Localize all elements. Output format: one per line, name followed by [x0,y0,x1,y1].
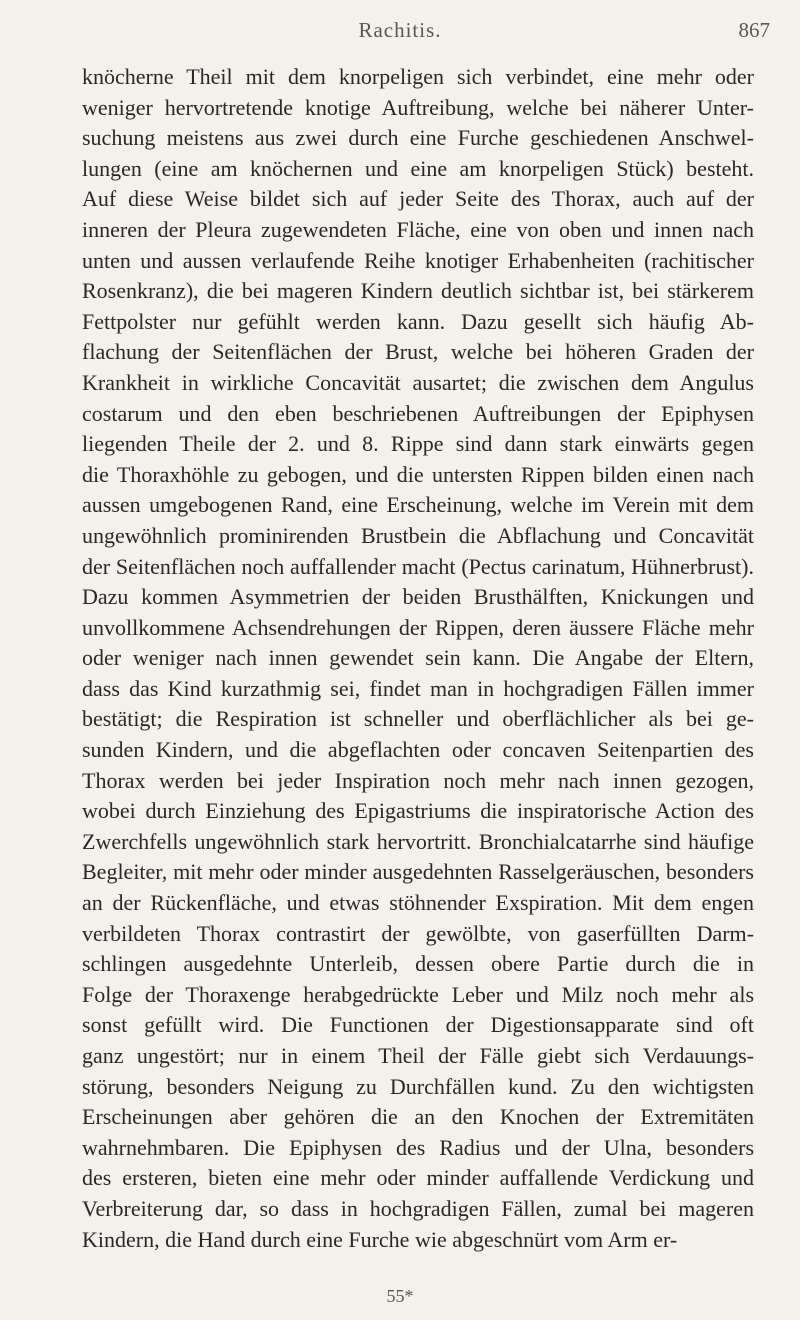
text-line: Auf diese Weise bildet sich auf jeder Seite des Thorax, auch auf der [82,186,754,212]
page-number: 867 [738,18,770,42]
body-text [82,62,754,1255]
text-line: Begleiter, mit mehr oder minder ausgedehnten Rasselgeräuschen, besonders [82,859,754,885]
text-line: verbildeten Thorax contrastirt der gewölbte, von gaserfüllten Darm- [82,920,754,946]
text-line: sonst gefüllt wird. Die Functionen der Digestionsapparate sind oft [82,1012,754,1038]
text-line: störung, besonders Neigung zu Durchfällen kund. Zu den wichtigsten [82,1073,754,1099]
running-head: Rachitis. [358,18,442,42]
text-line: suchung meistens aus zwei durch eine Furche geschiedenen Anschwel- [82,125,754,151]
text-line: unten und aussen verlaufende Reihe knotiger Erhabenheiten (rachitischer [82,247,754,273]
text-line: ganz ungestört; nur in einem Theil der Fälle giebt sich Verdauungs- [82,1043,754,1068]
text-line: Kindern, die Hand durch eine Furche wie abgeschnürt vom Arm er- [82,1226,678,1252]
text-line: Verbreiterung dar, so dass in hochgradigen Fällen, zumal bei mageren [82,1195,754,1221]
text-line: ungewöhnlich prominirenden Brustbein die Abflachung und Concavität [82,522,754,548]
text-line: costarum und den eben beschriebenen Auftreibungen der Epiphysen [82,400,754,426]
text-line: Thorax werden bei jeder Inspiration noch mehr nach innen gezogen, [82,767,754,793]
text-line: Dazu kommen Asymmetrien der beiden Brusthälften, Knickungen und [82,584,754,610]
text-line: schlingen ausgedehnte Unterleib, dessen obere Partie durch die in [82,951,754,977]
page-header [0,18,800,54]
text-line: wahrnehmbaren. Die Epiphysen des Radius und der Ulna, besonders [82,1134,754,1160]
text-line: des ersteren, bieten eine mehr oder minder auffallende Verdickung und [82,1165,754,1191]
text-line: liegenden Theile der 2. und 8. Rippe sind dann stark einwärts gegen [82,431,754,457]
text-line: Folge der Thoraxenge herabgedrückte Leber und Milz noch mehr als [82,981,754,1007]
text-line: Fettpolster nur gefühlt werden kann. Dazu gesellt sich häufig Ab- [82,308,754,334]
text-line: wobei durch Einziehung des Epigastriums die inspiratorische Action des [82,798,754,824]
text-line: Krankheit in wirkliche Concavität ausartet; die zwischen dem Angulus [82,369,754,395]
text-line: flachung der Seitenflächen der Brust, welche bei höheren Graden der [82,339,754,365]
text-line: der Seitenflächen noch auffallender macht (Pectus carinatum, Hühnerbrust). [82,553,754,579]
text-line: inneren der Pleura zugewendeten Fläche, eine von oben und innen nach [82,216,754,242]
text-line: oder weniger nach innen gewendet sein kann. Die Angabe der Eltern, [82,645,754,671]
printer-signature: 55* [386,1286,414,1306]
text-line: sunden Kindern, und die abgeflachten oder concaven Seitenpartien des [82,737,754,763]
text-line: Zwerchfells ungewöhnlich stark hervortritt. Bronchialcatarrhe sind häufige [82,828,754,854]
text-line: die Thoraxhöhle zu gebogen, und die untersten Rippen bilden einen nach [82,461,754,487]
text-line: lungen (eine am knöchernen und eine am knorpeligen Stück) besteht. [82,155,754,181]
text-line: Rosenkranz), die bei mageren Kindern deutlich sichtbar ist, bei stärkerem [82,278,754,304]
text-line: an der Rückenfläche, und etwas stöhnender Exspiration. Mit dem engen [82,890,754,916]
text-line: aussen umgebogenen Rand, eine Erscheinung, welche im Verein mit dem [82,492,754,518]
text-line: unvollkommene Achsendrehungen der Rippen, deren äussere Fläche mehr [82,614,754,640]
text-line: bestätigt; die Respiration ist schneller und oberflächlicher als bei ge- [82,706,754,732]
text-line: weniger hervortretende knotige Auftreibung, welche bei näherer Unter- [82,94,754,120]
text-line: dass das Kind kurzathmig sei, findet man in hochgradigen Fällen immer [82,675,754,701]
text-line: knöcherne Theil mit dem knorpeligen sich verbindet, eine mehr oder [82,64,754,89]
text-line: Erscheinungen aber gehören die an den Knochen der Extremitäten [82,1104,754,1130]
